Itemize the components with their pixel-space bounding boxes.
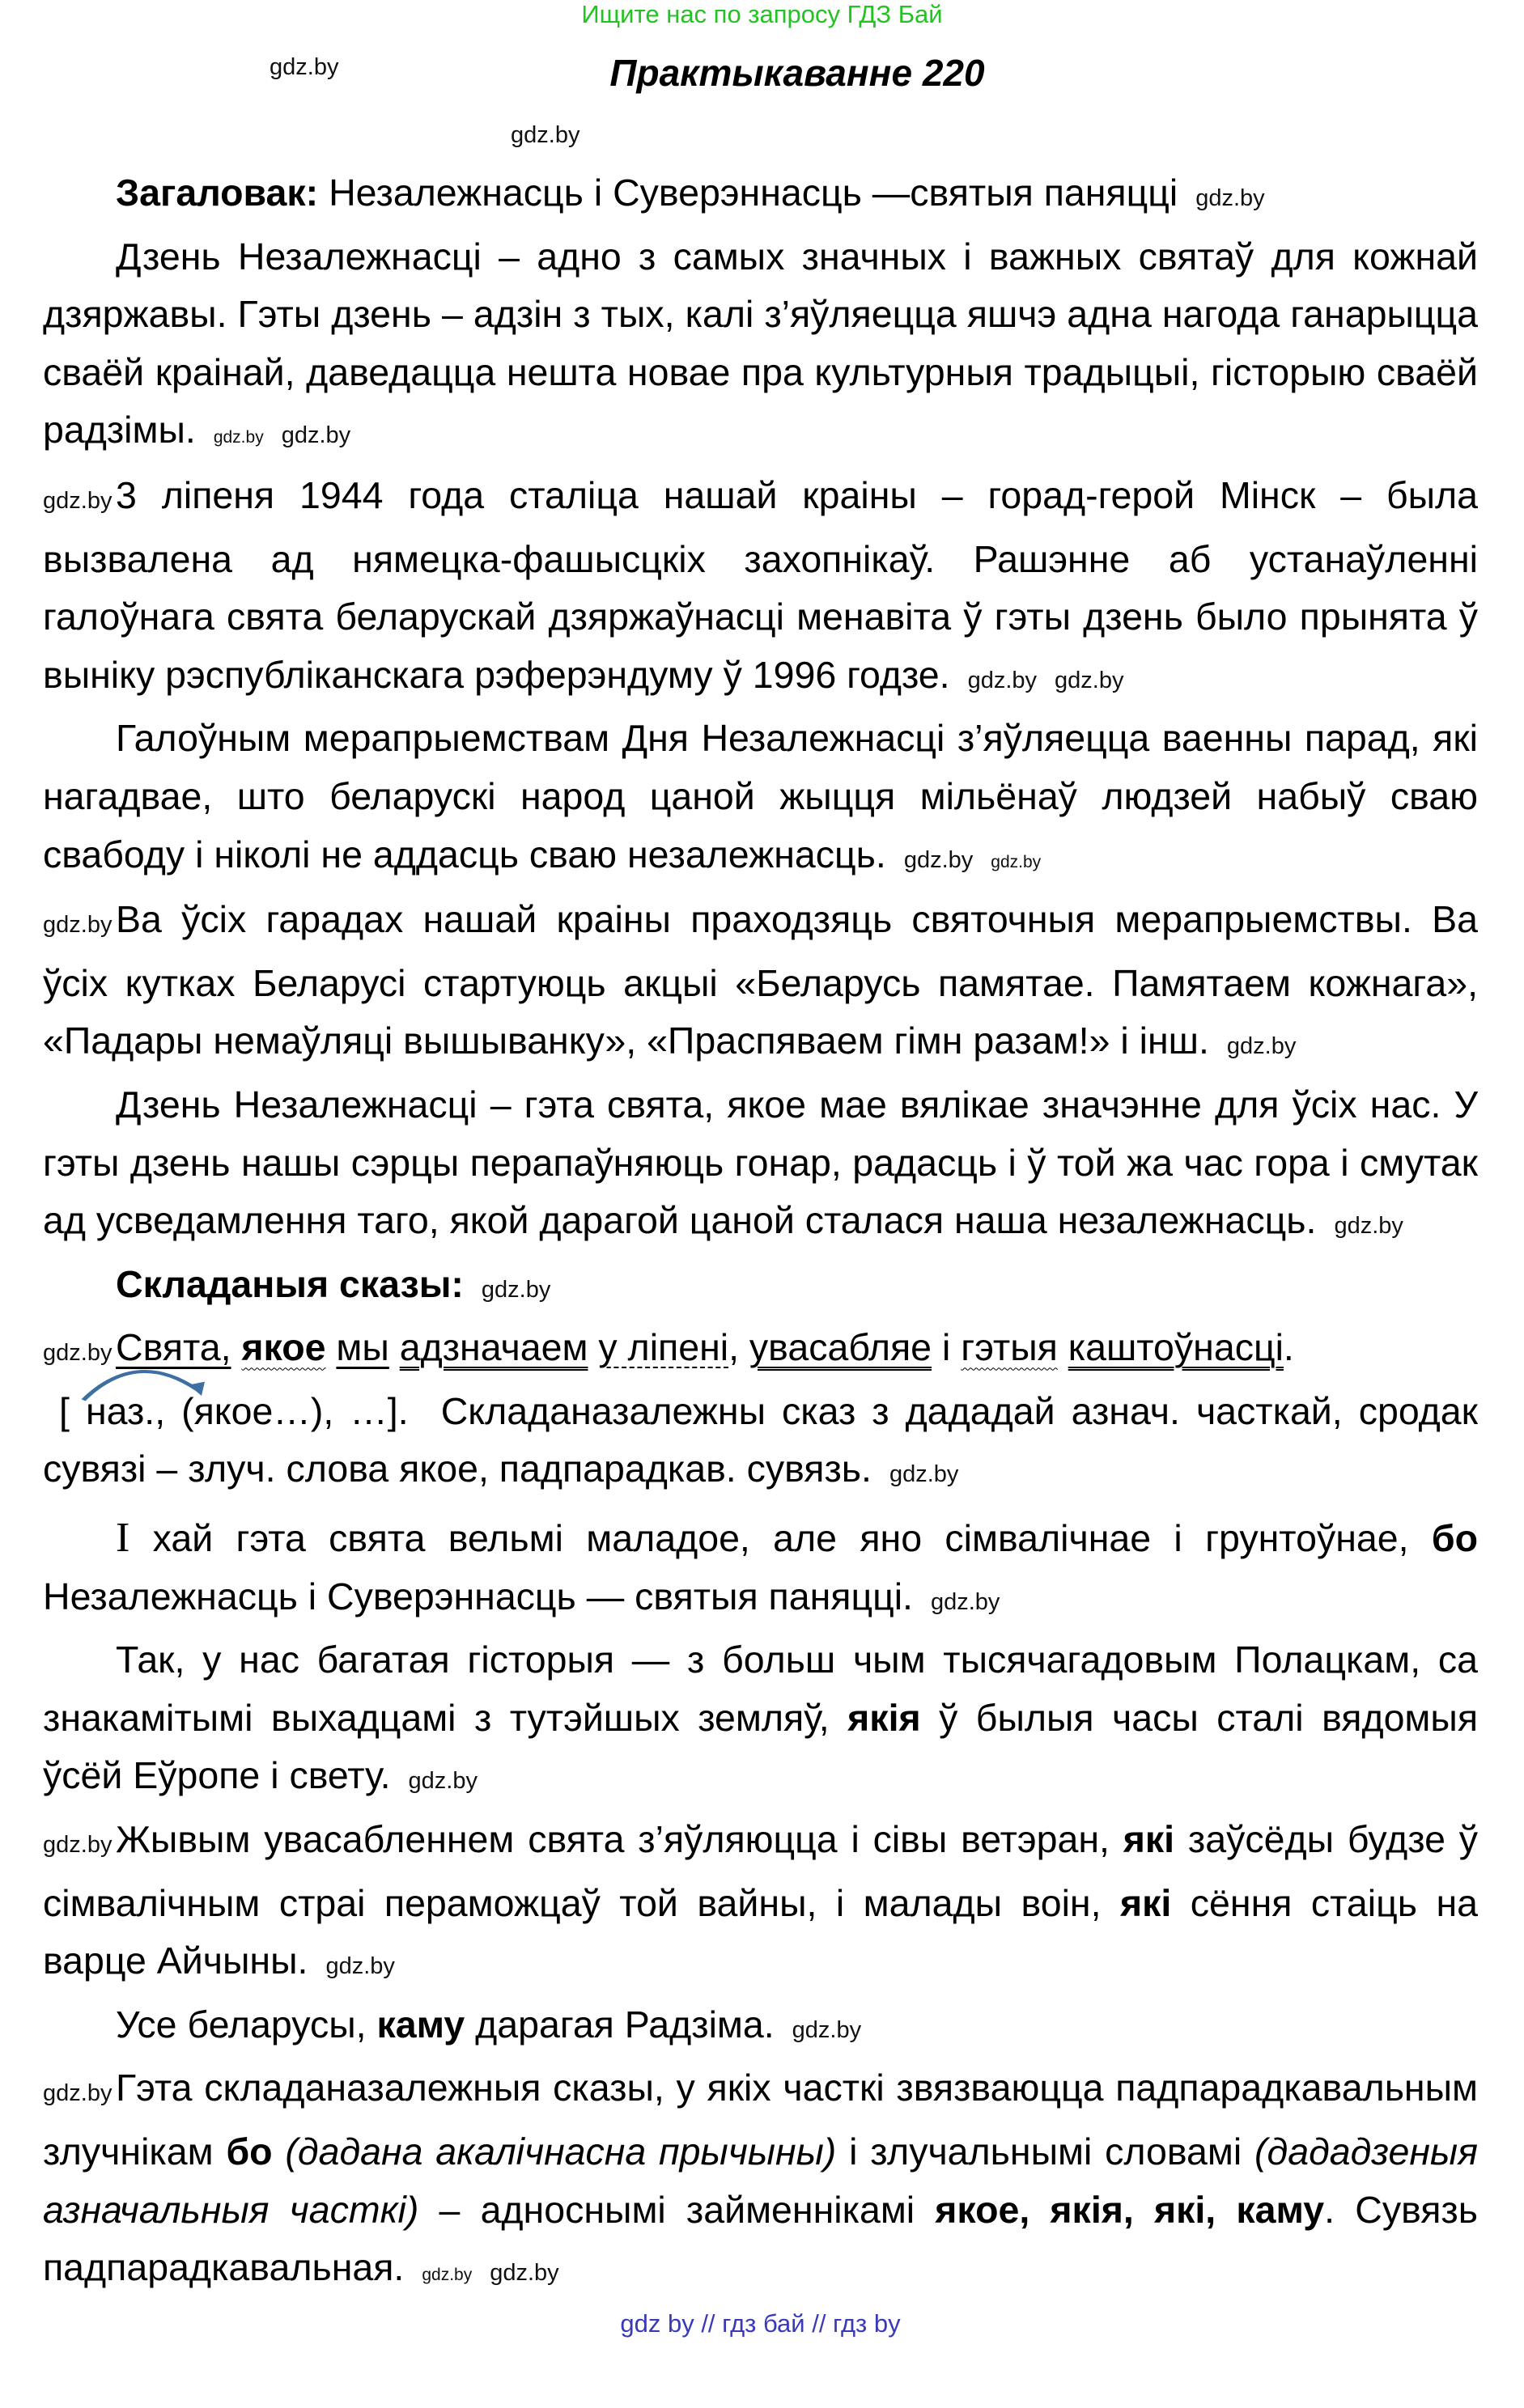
relative-word: якое <box>241 1326 326 1369</box>
heading-text: Незалежнасць і Суверэннасць —святыя паняцці <box>318 172 1178 214</box>
text: дарагая Радзіма. <box>465 2003 775 2046</box>
subject-word: мы <box>336 1326 389 1369</box>
sentence-4 <box>43 1811 1478 1996</box>
page-title: Практыкаванне 220 <box>609 52 985 94</box>
text: ў былыя часы сталі вядомыя ўсёй Еўропе і свету. <box>43 1696 1479 1797</box>
scheme-line <box>43 1383 1478 1504</box>
paragraph <box>43 891 1478 1076</box>
text: Так, у нас багатая гісторыя — з больш чым тысячагадовым Полацкам, са знакамітымі выхадцамі з тутэйшых земляў, <box>43 1639 1478 1739</box>
watermark: gdz.by <box>1226 1033 1297 1060</box>
predicate-word: увасабляе <box>749 1326 932 1369</box>
text: – адноснымі займеннікамі <box>418 2188 936 2231</box>
initial-letter: І <box>116 1515 130 1562</box>
watermark: gdz.by <box>270 54 339 80</box>
watermark: gdz.by <box>43 912 112 939</box>
conjunction: бо <box>226 2130 273 2173</box>
paragraph <box>43 1076 1478 1256</box>
relative-words: якое, якія, які, каму <box>935 2188 1325 2231</box>
heading-line <box>43 164 1478 228</box>
watermark: gdz.by <box>1334 1213 1403 1240</box>
watermark: gdz.by <box>481 1276 551 1303</box>
paragraph-text: Ва ўсіх гарадах нашай краіны праходзяць святочныя мерапрыемствы. Ва ўсіх кутках Беларусі стартуюць акцыі «Беларусь памятае. Памятаем кожнага», «Падары немаўляці вышыванку», «Праспяваем гімн разам!» і інш. <box>43 898 1478 1062</box>
predicate-word: адзначаем <box>399 1326 588 1369</box>
conjunction-word: і <box>941 1326 951 1369</box>
text: Жывым увасабленнем свята з’яўляюцца і сівы ветэран, <box>116 1818 1123 1861</box>
watermark: gdz.by <box>43 1832 112 1859</box>
paragraph-text: 3 ліпеня 1944 года сталіца нашай краіны – горад-герой Мінск – была вызвалена ад нямецка-фашысцкіх захопнікаў. Рашэнне аб устанаўленні галоўнага свята беларускай дзяржаўнасці менавіта ў гэты дзень было прынята ў выніку рэспубліканскага рэферэндуму ў 1996 годзе. <box>43 473 1478 696</box>
watermark: gdz.by <box>213 428 264 447</box>
watermark: gdz.by <box>422 2266 473 2285</box>
complex-label: Складаныя сказы: <box>116 1262 464 1305</box>
paragraph <box>43 710 1478 891</box>
watermark: gdz.by <box>43 1340 112 1367</box>
watermark: gdz.by <box>490 2260 559 2287</box>
watermark: gdz.by <box>967 667 1038 693</box>
watermark: gdz.by <box>511 122 580 148</box>
sentence-scheme: [ наз., (якое…), …]. <box>59 1389 409 1432</box>
paragraph <box>43 228 1478 467</box>
watermark: gdz.by <box>43 2080 112 2107</box>
footer-links: gdz by // гдз бай // гдз by <box>620 2308 901 2338</box>
watermark: gdz.by <box>325 1953 395 1980</box>
note: (дадана акалічнасна прычыны) <box>272 2130 837 2173</box>
complex-heading <box>43 1256 1478 1320</box>
conjunction: бо <box>1431 1517 1478 1560</box>
object-word: каштоўнасці <box>1068 1326 1284 1369</box>
text: і злучальнымі словамі <box>836 2130 1255 2173</box>
text: хай гэта свята вельмі маладое, але яно сімвалічнае і грунтоўнае, <box>129 1517 1432 1560</box>
period: . <box>1283 1326 1294 1369</box>
text: Усе беларусы, <box>116 2003 377 2046</box>
watermark: gdz.by <box>281 422 351 449</box>
watermark: gdz.by <box>792 2016 862 2043</box>
answer-text <box>43 164 1478 2338</box>
heading-label: Загаловак: <box>116 172 319 214</box>
text: сёння стаіць на варце Айчыны. <box>43 1881 1478 1982</box>
relative-word: якія <box>847 1696 921 1739</box>
text: заўсёды будзе ў сімвалічным страі пераможцаў той вайны, і малады воін, <box>43 1818 1478 1924</box>
sentence-2 <box>43 1509 1478 1631</box>
sentence-3 <box>43 1631 1478 1811</box>
paragraph-text: Галоўным мерапрыемствам Дня Незалежнасці з’яўляецца ваенны парад, які нагадвае, што беларускі народ цаной жыцця мільёнаў людзей набыў сваю свабоду і ніколі не аддасць сваю незалежнасць. <box>43 717 1478 875</box>
watermark: gdz.by <box>930 1588 1000 1615</box>
paragraph <box>43 467 1478 710</box>
comma: , <box>728 1326 739 1369</box>
text: Незалежнасць і Суверэннасць — святыя паняцці. <box>43 1575 913 1617</box>
watermark: gdz.by <box>903 846 974 873</box>
text: Гэта складаназалежныя сказы, у якіх часткі звязваюцца падпарадкавальным злучнікам <box>43 2067 1478 2173</box>
watermark: gdz.by <box>991 852 1042 871</box>
conclusion <box>43 2059 1478 2304</box>
analysed-sentence <box>43 1319 1478 1383</box>
watermark: gdz.by <box>1055 667 1124 693</box>
paragraph-text: Дзень Незалежнасці – гэта свята, якое мае вялікае значэнне для ўсіх нас. У гэты дзень нашы сэрцы перапаўняюць гонар, радасць і ў той жа час гора і смутак ад усведамлення таго, якой дарагой цаной сталася наша незалежнасць. <box>43 1083 1478 1242</box>
relative-word: які <box>1119 1881 1172 1924</box>
sentence-5 <box>43 1996 1478 2060</box>
note: (дададзеныя азначальныя часткі) <box>43 2130 1478 2231</box>
scheme-note: Складаназалежны сказ з дададай азнач. часткай, сродак сувязі – злуч. слова якое, падпарадкав. сувязь. <box>43 1389 1478 1490</box>
watermark: gdz.by <box>43 487 112 514</box>
relative-word: каму <box>376 2003 465 2046</box>
subject-word: Свята, <box>116 1326 231 1369</box>
paragraph-text: Дзень Незалежнасці – адно з самых значных і важных святаў для кожнай дзяржавы. Гэты дзень – адзін з тых, калі з’яўляецца яшчэ адна нагода ганарыцца сваёй краінай, даведацца нешта новае пра культурныя традыцыі, гісторыю сваёй радзімы. <box>43 235 1478 451</box>
relative-word: які <box>1123 1818 1175 1861</box>
watermark: gdz.by <box>408 1768 478 1795</box>
text: . Сувязь падпарадкавальная. <box>43 2188 1478 2289</box>
watermark: gdz.by <box>1195 185 1265 211</box>
watermark: gdz.by <box>889 1461 959 1488</box>
arrow-icon <box>75 1357 213 1405</box>
attribute-word: гэтыя <box>961 1326 1058 1369</box>
search-banner: Ищите нас по запросу ГДЗ Бай <box>581 0 943 28</box>
adverbial-word: у ліпені <box>598 1326 729 1369</box>
